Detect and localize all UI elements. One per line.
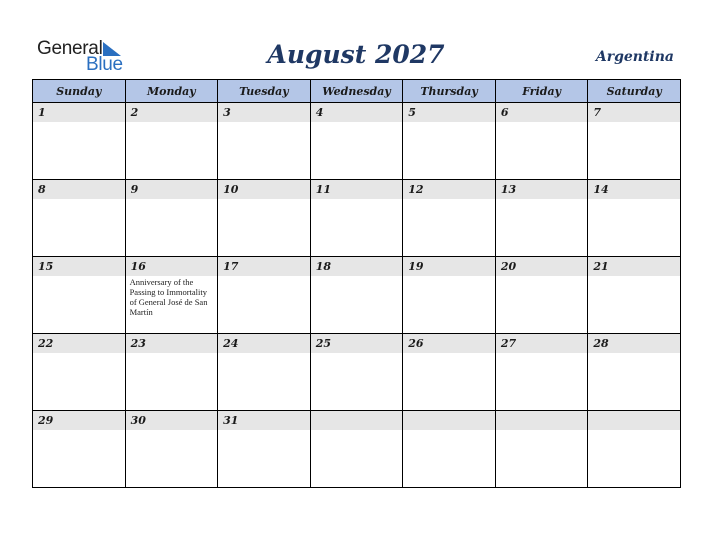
day-cell [403,334,496,411]
day-cell [218,334,311,411]
day-number: 22 [33,334,125,353]
day-cell [125,257,218,334]
day-cell [588,334,681,411]
day-number: 26 [403,334,495,353]
day-number: 7 [588,103,680,122]
day-number: 5 [403,103,495,122]
day-number [496,411,588,430]
day-number: 30 [126,411,218,430]
day-number: 10 [218,180,310,199]
day-cell-empty [495,411,588,488]
day-cell [403,257,496,334]
day-number: 25 [311,334,403,353]
weekday-header: Saturday [588,80,681,103]
day-number: 21 [588,257,680,276]
day-cell [218,103,311,180]
day-number: 29 [33,411,125,430]
week-row [33,180,681,257]
week-row [33,103,681,180]
day-number: 20 [496,257,588,276]
day-cell [218,257,311,334]
day-cell [125,180,218,257]
day-number: 31 [218,411,310,430]
day-number: 4 [311,103,403,122]
day-number: 17 [218,257,310,276]
day-number: 27 [496,334,588,353]
day-number: 6 [496,103,588,122]
day-cell [33,180,126,257]
day-cell [33,257,126,334]
day-cell [33,334,126,411]
day-cell [403,103,496,180]
country-label: Argentina [595,49,674,65]
day-number: 2 [126,103,218,122]
day-number: 14 [588,180,680,199]
day-cell [495,180,588,257]
day-cell [33,411,126,488]
day-cell [33,103,126,180]
week-row [33,257,681,334]
day-number: 15 [33,257,125,276]
logo-text-blue: Blue [86,54,123,75]
day-number: 16 [126,257,218,276]
day-cell [310,257,403,334]
day-number: 11 [311,180,403,199]
weekday-header: Wednesday [310,80,403,103]
day-number: 13 [496,180,588,199]
day-cell [218,411,311,488]
weekday-header: Friday [495,80,588,103]
day-cell [495,103,588,180]
day-number [588,411,680,430]
page-title: August 2027 [267,40,445,69]
day-number: 1 [33,103,125,122]
weekday-header: Thursday [403,80,496,103]
holiday-event: Anniversary of the Passing to Immortality of General José de San Martín [129,277,208,317]
day-cell [588,257,681,334]
day-cell [125,334,218,411]
day-cell [310,334,403,411]
week-row [33,334,681,411]
day-number: 23 [126,334,218,353]
day-cell [310,180,403,257]
day-cell [310,103,403,180]
weekday-header: Monday [125,80,218,103]
day-number: 8 [33,180,125,199]
day-number: 9 [126,180,218,199]
weekday-header: Tuesday [218,80,311,103]
weekday-header: Sunday [33,80,126,103]
day-cell [125,103,218,180]
day-number [311,411,403,430]
day-cell [125,411,218,488]
day-cell [495,334,588,411]
day-number: 18 [311,257,403,276]
day-cell [588,103,681,180]
day-number: 3 [218,103,310,122]
day-number: 12 [403,180,495,199]
calendar-grid [32,79,681,488]
week-row [33,411,681,488]
day-cell [403,180,496,257]
day-number: 24 [218,334,310,353]
day-cell-empty [310,411,403,488]
day-number: 28 [588,334,680,353]
logo-text-general: General [37,38,103,59]
day-cell [495,257,588,334]
day-cell-empty [588,411,681,488]
day-cell-empty [403,411,496,488]
day-number: 19 [403,257,495,276]
weekday-header-row [33,80,681,103]
day-number [403,411,495,430]
day-cell [218,180,311,257]
day-cell [588,180,681,257]
